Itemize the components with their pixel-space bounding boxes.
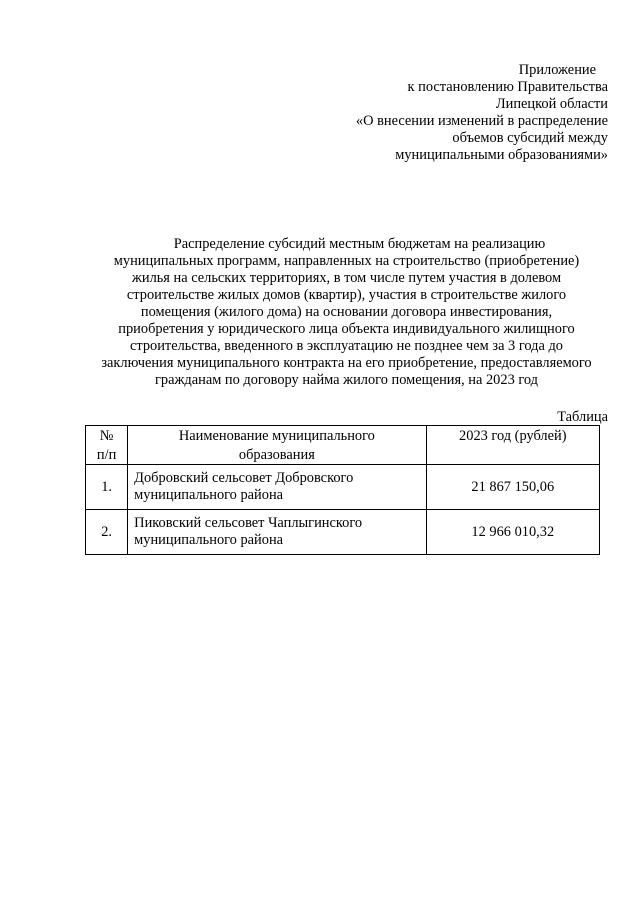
table-row xyxy=(86,510,600,555)
heading-line: приобретения у юридического лица объекта индивидуального жилищного xyxy=(118,321,575,337)
name-line: муниципального района xyxy=(134,487,284,503)
name-line: Добровский сельсовет Добровского xyxy=(134,470,354,486)
subsidy-amount: 12 966 010,32 xyxy=(426,510,599,555)
name-line: Пиковский сельсовет Чаплыгинского xyxy=(134,515,363,531)
heading-line: гражданам по договору найма жилого помещения, на 2023 год xyxy=(154,372,539,388)
heading-line: жилья на сельских территориях, в том числе путем участия в долевом xyxy=(131,270,562,286)
appendix-block xyxy=(308,62,608,164)
header-text: п/п xyxy=(96,447,117,463)
row-number: 1. xyxy=(86,465,128,510)
name-line: муниципального района xyxy=(134,532,284,548)
column-header-amount xyxy=(426,426,599,465)
heading-line: строительства, введенного в эксплуатацию не позднее чем за 3 года до xyxy=(129,338,563,354)
heading-line: заключения муниципального контракта на его приобретение, предоставляемого xyxy=(101,355,592,371)
header-text: № xyxy=(99,428,114,444)
municipality-name xyxy=(128,510,426,555)
appendix-line: объемов субсидий между xyxy=(452,130,608,146)
heading-line: строительстве жилых домов (квартир), участия в строительстве жилого xyxy=(126,287,567,303)
heading-line: муниципальных программ, направленных на строительство (приобретение) xyxy=(113,253,580,269)
table-caption: Таблица xyxy=(557,409,608,425)
heading-line: помещения (жилого дома) на основании договора инвестирования, xyxy=(140,304,553,320)
row-number: 2. xyxy=(86,510,128,555)
subsidies-table xyxy=(85,425,600,555)
column-header-number xyxy=(86,426,128,465)
appendix-line: муниципальными образованиями» xyxy=(395,147,608,163)
appendix-line: «О внесении изменений в распределение xyxy=(355,113,608,129)
municipality-name xyxy=(128,465,426,510)
header-text: образования xyxy=(238,447,315,463)
table-header-row xyxy=(86,426,600,465)
subsidy-amount: 21 867 150,06 xyxy=(426,465,599,510)
appendix-line: к постановлению Правительства xyxy=(407,79,608,95)
table-row xyxy=(86,465,600,510)
appendix-line: Приложение xyxy=(518,62,596,78)
appendix-line: Липецкой области xyxy=(495,96,608,112)
heading-line: Распределение субсидий местным бюджетам на реализацию xyxy=(173,236,546,252)
header-text: 2023 год (рублей) xyxy=(459,428,567,444)
column-header-name xyxy=(128,426,426,465)
document-heading xyxy=(84,236,609,389)
header-text: Наименование муниципального xyxy=(178,428,375,444)
